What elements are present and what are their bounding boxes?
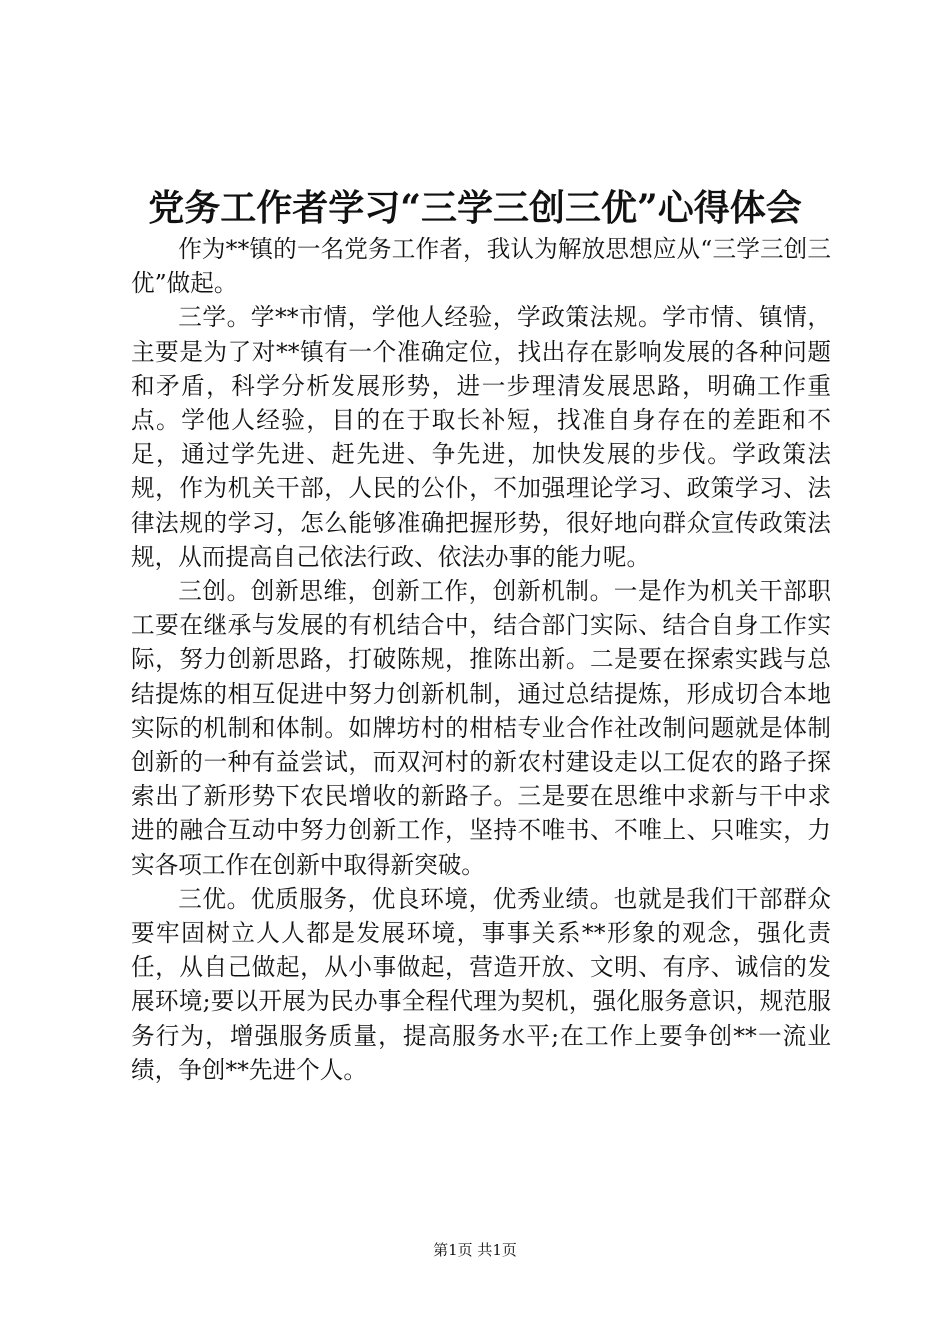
paragraph-intro: 作为**镇的一名党务工作者，我认为解放思想应从“三学三创三优”做起。	[131, 235, 831, 298]
page-footer: 第1页 共1页	[433, 1241, 517, 1259]
paragraph-san-chuang: 三创。创新思维，创新工作，创新机制。一是作为机关干部职工要在继承与发展的有机结合中，结合部门实际、结合自身工作实际，努力创新思路，打破陈规，推陈出新。二是要在探索实践与总结提炼的相互促进中努力创新机制，通过总结提炼，形成切合本地实际的机制和体制。如牌坊村的柑桔专业合作社改制问题就是体制创新的一种有益尝试，而双河村的新农村建设走以工促农的路子探索出了新形势下农民增收的新路子。三是要在思维中求新与干中求进的融合互动中努力创新工作，坚持不唯书、不唯上、只唯实，力实各项工作在创新中取得新突破。	[131, 577, 831, 879]
paragraph-san-xue: 三学。学**市情，学他人经验，学政策法规。学市情、镇情，主要是为了对**镇有一个准确定位，找出存在影响发展的各种问题和矛盾，科学分析发展形势，进一步理清发展思路，明确工作重点。学他人经验，目的在于取长补短，找准自身存在的差距和不足，通过学先进、赶先进、争先进，加快发展的步伐。学政策法规，作为机关干部，人民的公仆，不加强理论学习、政策学习、法律法规的学习，怎么能够准确把握形势，很好地向群众宣传政策法规，从而提高自己依法行政、依法办事的能力呢。	[131, 303, 831, 571]
paragraph-san-you: 三优。优质服务，优良环境，优秀业绩。也就是我们干部群众要牢固树立人人都是发展环境，事事关系**形象的观念，强化责任，从自己做起，从小事做起，营造开放、文明、有序、诚信的发展环境;要以开展为民办事全程代理为契机，强化服务意识，规范服务行为，增强服务质量，提高服务水平;在工作上要争创**一流业绩，争创**先进个人。	[131, 884, 831, 1084]
document-title: 党务工作者学习“三学三创三优”心得体会	[148, 187, 802, 229]
document-body	[131, 232, 831, 1087]
